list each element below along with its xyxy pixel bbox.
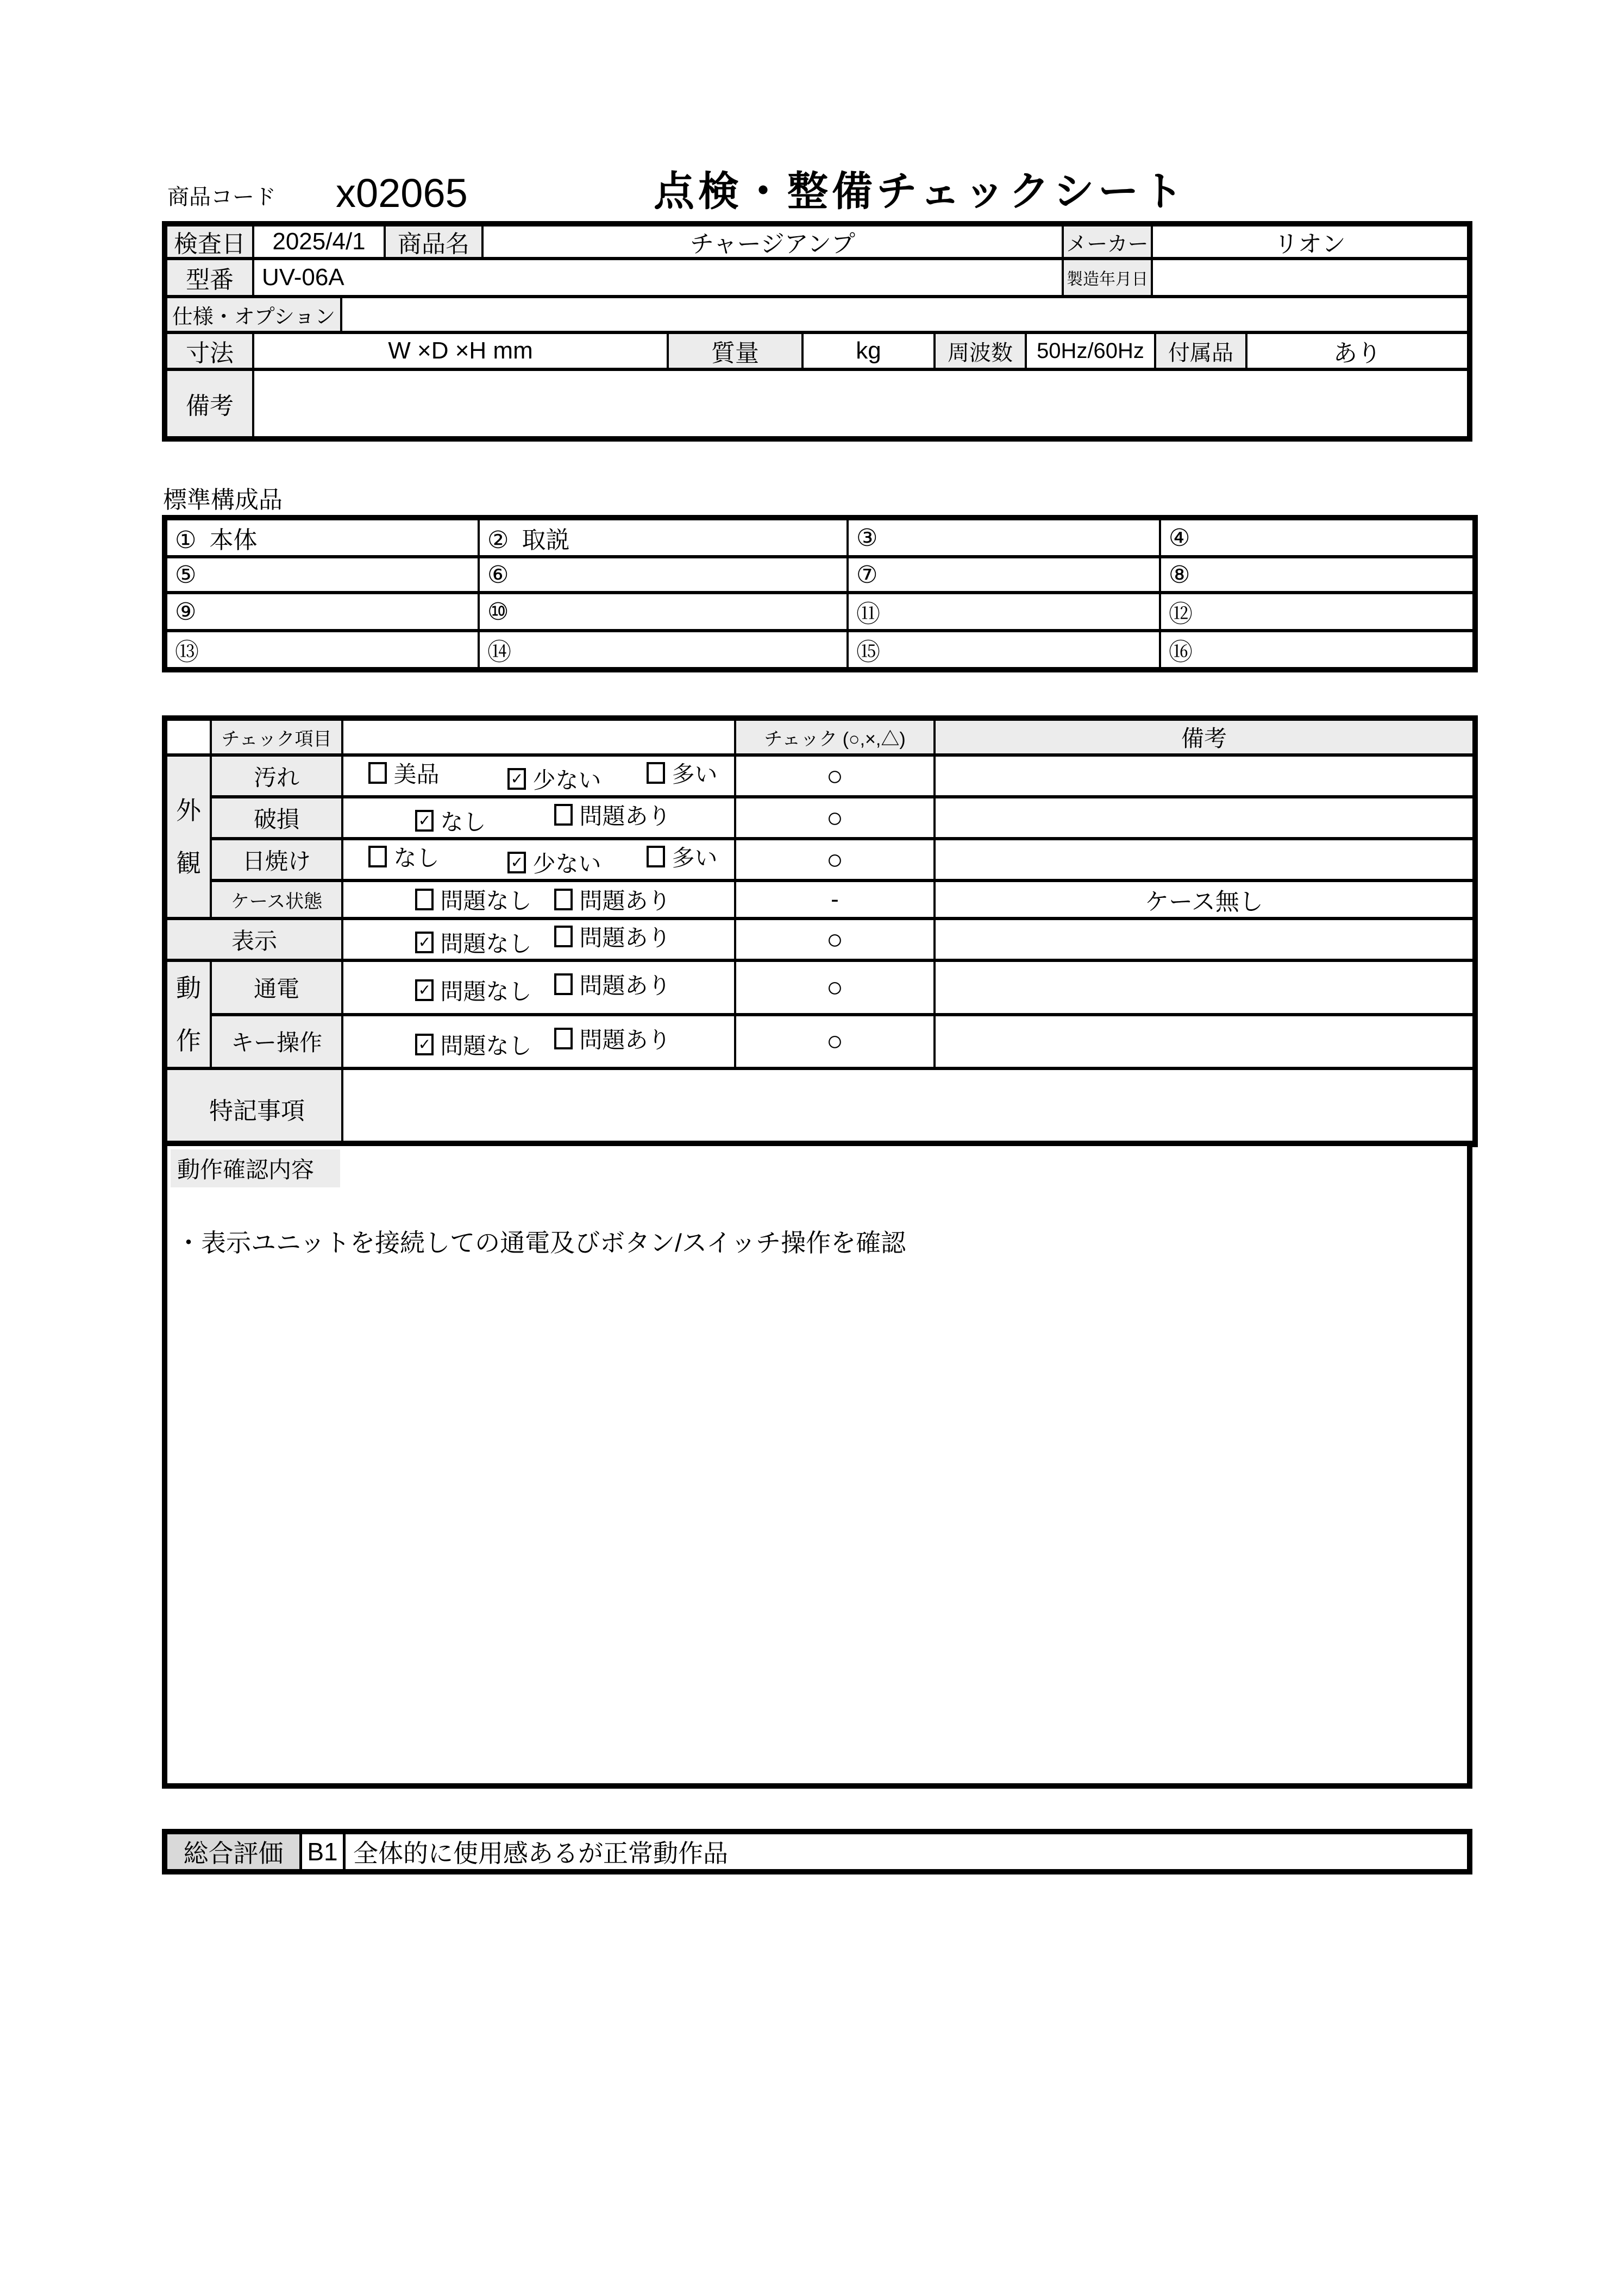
product-name-value: チャージアンプ <box>484 227 1064 257</box>
components-row <box>165 518 1475 557</box>
option-label: 問題なし <box>440 888 532 914</box>
option-label: 問題あり <box>579 973 671 999</box>
mfg-date-label: 製造年月日 <box>1064 260 1153 295</box>
option <box>554 968 670 1001</box>
check-row-case <box>165 880 1475 919</box>
checkbox <box>554 926 573 947</box>
option-label: 問題なし <box>440 1033 532 1059</box>
check-row-display <box>165 919 1475 960</box>
damage-remark <box>935 797 1475 839</box>
component-no: ⑧ <box>1169 561 1190 588</box>
option-label: 問題あり <box>579 925 671 951</box>
dirt-label: 汚れ <box>211 755 342 797</box>
group-operation-label: 動作 <box>176 974 201 1055</box>
product-name-label: 商品名 <box>386 227 484 257</box>
info-row-4 <box>167 334 1467 371</box>
component-cell <box>1160 593 1475 631</box>
component-cell <box>165 631 479 670</box>
option <box>415 804 554 837</box>
overall-grade: B1 <box>302 1834 346 1869</box>
product-code-value: x02065 <box>336 171 468 216</box>
check-mark-header: チェック (○,×,△) <box>735 718 935 755</box>
checkbox: ✓ <box>415 979 434 1001</box>
option-label: 多い <box>672 845 718 871</box>
sunburn-label: 日焼け <box>211 839 342 880</box>
component-no: ⑬ <box>175 639 199 665</box>
component-cell <box>165 557 479 593</box>
components-table <box>162 515 1478 672</box>
component-no: ④ <box>1169 524 1190 551</box>
components-row <box>165 593 1475 631</box>
option <box>415 926 554 959</box>
checkbox <box>554 804 573 826</box>
component-cell <box>165 593 479 631</box>
info-row-2 <box>167 260 1467 298</box>
component-cell <box>165 518 479 557</box>
checkbox <box>368 762 387 784</box>
component-cell <box>848 518 1160 557</box>
dirt-remark <box>935 755 1475 797</box>
checkbox: ✓ <box>415 1034 434 1055</box>
option <box>507 763 647 795</box>
component-no: ③ <box>856 524 878 551</box>
display-options <box>342 919 735 960</box>
component-no: ⑫ <box>1169 601 1193 627</box>
display-check-mark: ○ <box>735 919 935 960</box>
component-cell <box>479 593 848 631</box>
option <box>647 840 717 873</box>
keys-remark <box>935 1015 1475 1069</box>
option-label: 問題あり <box>579 803 671 829</box>
model-label: 型番 <box>167 260 254 295</box>
check-row-damage <box>165 797 1475 839</box>
info-table <box>162 221 1472 442</box>
power-label: 通電 <box>211 960 342 1015</box>
option-label: 問題なし <box>440 931 532 957</box>
check-row-dirt <box>165 755 1475 797</box>
component-no: ① <box>175 527 197 553</box>
component-no: ② <box>487 527 509 553</box>
component-cell <box>479 518 848 557</box>
info-row-5 <box>167 371 1467 436</box>
component-no: ⑥ <box>487 561 509 588</box>
component-name: 取説 <box>522 527 570 553</box>
frequency-label: 周波数 <box>936 334 1027 368</box>
inspect-date-label: 検査日 <box>167 227 254 257</box>
power-options <box>342 960 735 1015</box>
check-row-keys <box>165 1015 1475 1069</box>
dimensions-value: W ×D ×H mm <box>254 334 669 368</box>
keys-options <box>342 1015 735 1069</box>
check-table <box>162 715 1478 1147</box>
component-cell <box>1160 631 1475 670</box>
option <box>554 883 670 916</box>
components-row <box>165 631 1475 670</box>
info-row-1 <box>167 227 1467 260</box>
info-row-3 <box>167 298 1467 334</box>
component-cell <box>848 631 1160 670</box>
check-item-header: チェック項目 <box>211 718 342 755</box>
option-label: 少ない <box>532 851 601 877</box>
option <box>507 846 647 879</box>
product-code-label: 商品コード <box>167 185 276 209</box>
checkbox <box>554 1028 573 1049</box>
option <box>368 757 507 789</box>
notes-label: 特記事項 <box>165 1068 342 1144</box>
accessories-label: 付属品 <box>1156 334 1247 368</box>
component-no: ⑭ <box>487 639 511 665</box>
notes-value <box>342 1068 1475 1144</box>
component-name: 本体 <box>209 527 258 553</box>
option <box>415 974 554 1007</box>
dimensions-label: 寸法 <box>167 334 254 368</box>
group-exterior-label: 外観 <box>176 796 201 877</box>
checkbox: ✓ <box>415 932 434 953</box>
component-no: ⑮ <box>856 639 880 665</box>
check-header-blank <box>342 718 735 755</box>
display-remark <box>935 919 1475 960</box>
case-label: ケース状態 <box>211 880 342 919</box>
checkbox: ✓ <box>507 768 526 790</box>
option <box>415 883 554 916</box>
check-header-spacer <box>165 718 211 755</box>
damage-options <box>342 797 735 839</box>
component-cell <box>1160 518 1475 557</box>
checkbox <box>554 973 573 995</box>
option-label: 問題なし <box>440 979 532 1005</box>
overall-label: 総合評価 <box>167 1834 302 1869</box>
sunburn-options <box>342 839 735 880</box>
option-label: 問題あり <box>579 888 671 914</box>
group-exterior <box>165 755 211 919</box>
option <box>554 1022 670 1055</box>
option-label: 少ない <box>532 768 601 793</box>
checkbox <box>415 889 434 910</box>
maker-label: メーカー <box>1064 227 1153 257</box>
mfg-date-value <box>1153 260 1467 295</box>
inspect-date-value: 2025/4/1 <box>254 227 386 257</box>
option-label: なし <box>393 845 440 871</box>
checkbox <box>647 762 665 784</box>
power-check-mark: ○ <box>735 960 935 1015</box>
components-heading: 標準構成品 <box>163 487 283 513</box>
component-cell <box>479 557 848 593</box>
frequency-value: 50Hz/60Hz <box>1027 334 1156 368</box>
overall-comment: 全体的に使用感あるが正常動作品 <box>353 1839 728 1867</box>
remarks-value <box>254 371 1467 436</box>
component-no: ⑩ <box>487 598 509 625</box>
operation-check-line: ・表示ユニットを接続しての通電及びボタン/スイッチ操作を確認 <box>176 1229 906 1257</box>
power-remark <box>935 960 1475 1015</box>
sunburn-remark <box>935 839 1475 880</box>
option-label: なし <box>440 809 486 835</box>
page-title: 点検・整備チェックシート <box>654 168 1187 214</box>
weight-value: kg <box>804 334 936 368</box>
checkbox <box>368 846 387 867</box>
spec-option-label: 仕様・オプション <box>167 298 342 331</box>
display-label: 表示 <box>165 919 342 960</box>
component-no: ⑤ <box>175 561 197 588</box>
check-remark-header: 備考 <box>935 718 1475 755</box>
components-row <box>165 557 1475 593</box>
option <box>415 1028 554 1061</box>
case-options <box>342 880 735 919</box>
component-no: ⑨ <box>175 598 197 625</box>
checkbox: ✓ <box>415 810 434 832</box>
checkbox <box>647 846 665 867</box>
maker-value: リオン <box>1274 231 1346 257</box>
option-label: 問題あり <box>579 1027 671 1053</box>
component-cell <box>848 557 1160 593</box>
component-cell <box>848 593 1160 631</box>
case-check-mark: - <box>735 880 935 919</box>
spec-option-value <box>342 298 1467 331</box>
accessories-value: あり <box>1333 340 1381 367</box>
group-operation <box>165 960 211 1068</box>
keys-label: キー操作 <box>211 1015 342 1069</box>
check-header-row <box>165 718 1475 755</box>
option <box>368 840 507 873</box>
component-no: ⑦ <box>856 561 878 588</box>
checkbox <box>554 889 573 910</box>
component-no: ⑪ <box>856 601 880 627</box>
remarks-label: 備考 <box>167 371 254 436</box>
weight-label: 質量 <box>669 334 804 368</box>
operation-check-heading: 動作確認内容 <box>171 1149 340 1187</box>
component-no: ⑯ <box>1169 639 1193 665</box>
damage-check-mark: ○ <box>735 797 935 839</box>
component-cell <box>1160 557 1475 593</box>
option-label: 美品 <box>393 762 440 787</box>
overall-evaluation-bar <box>162 1829 1472 1874</box>
check-notes-row <box>165 1068 1475 1144</box>
check-row-power <box>165 960 1475 1015</box>
keys-check-mark: ○ <box>735 1015 935 1069</box>
option <box>647 757 717 789</box>
option-label: 多い <box>672 762 718 787</box>
dirt-check-mark: ○ <box>735 755 935 797</box>
option <box>554 798 670 831</box>
component-cell <box>479 631 848 670</box>
checkbox: ✓ <box>507 852 526 873</box>
sunburn-check-mark: ○ <box>735 839 935 880</box>
sheet-header <box>162 159 1472 218</box>
damage-label: 破損 <box>211 797 342 839</box>
case-remark: ケース無し <box>935 880 1475 919</box>
operation-check-box <box>162 1141 1472 1789</box>
dirt-options <box>342 755 735 797</box>
check-row-sunburn <box>165 839 1475 880</box>
option <box>554 920 670 953</box>
model-value: UV-06A <box>254 260 1064 295</box>
